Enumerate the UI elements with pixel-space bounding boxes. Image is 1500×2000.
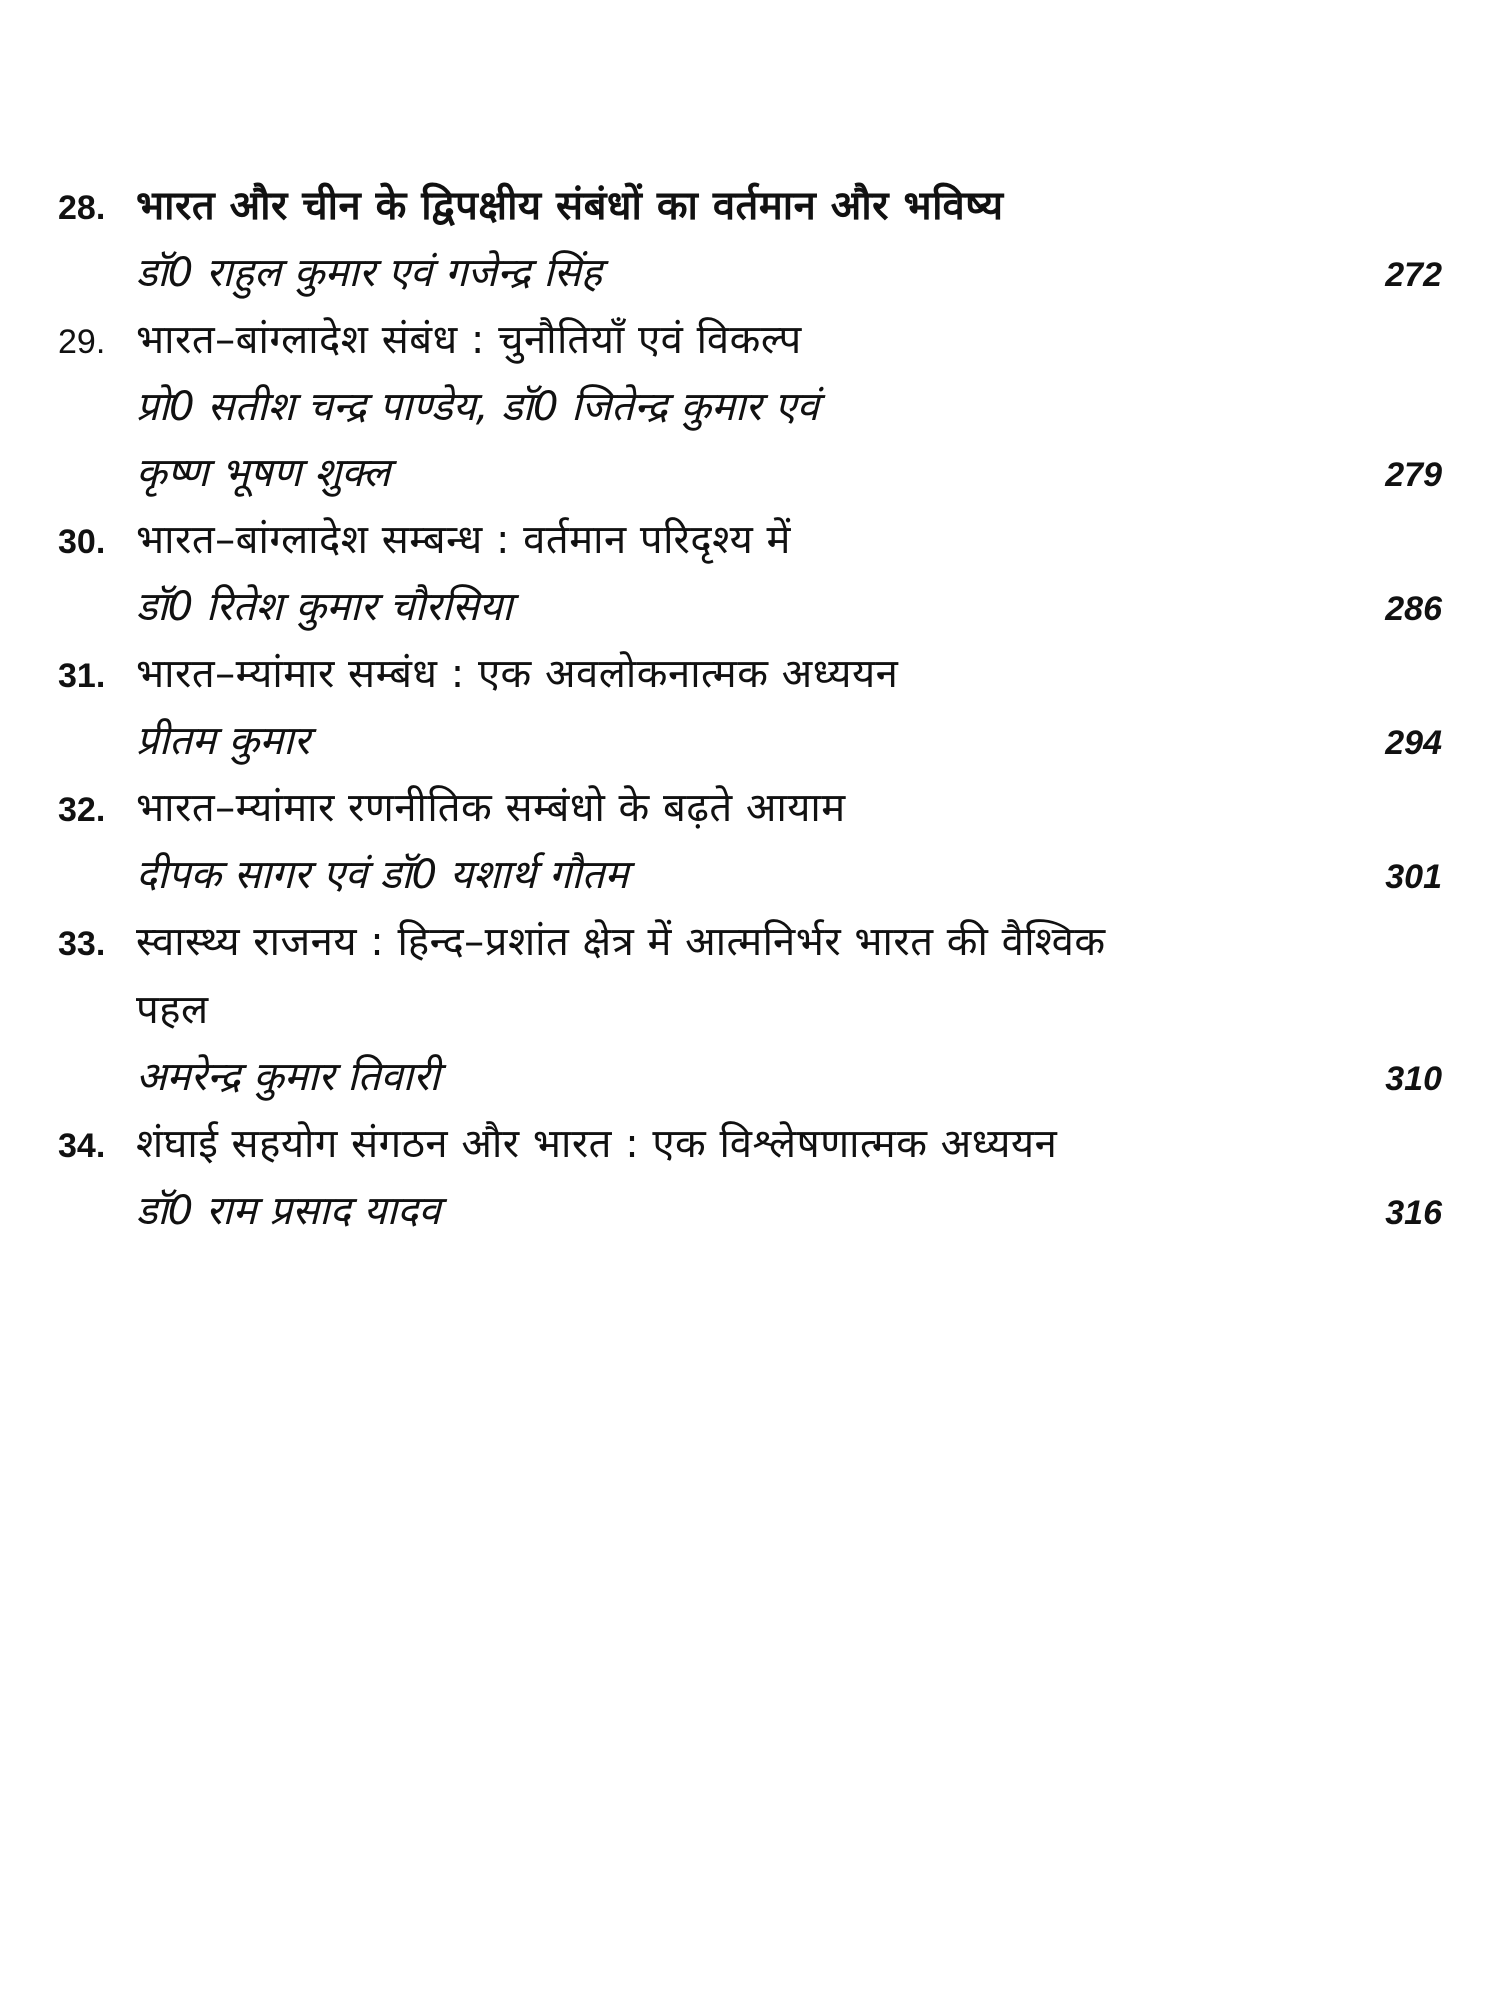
entry-number: 29. bbox=[58, 323, 106, 361]
toc-entry-34 bbox=[58, 1110, 1446, 1244]
toc-entry-28 bbox=[58, 172, 1446, 306]
entry-number: 33. bbox=[58, 925, 106, 963]
entry-number: 31. bbox=[58, 657, 106, 695]
entry-page-number: 316 bbox=[1385, 1194, 1442, 1232]
entry-authors: प्रो0 सतीश चन्द्र पाण्डेय, डॉ0 जितेन्द्र कुमार एवं bbox=[136, 384, 819, 430]
entry-title: भारत–म्यांमार रणनीतिक सम्बंधो के बढ़ते आयाम bbox=[136, 785, 846, 831]
entry-number: 32. bbox=[58, 791, 106, 829]
toc-entry-31 bbox=[58, 640, 1446, 774]
entry-title-continued: पहल bbox=[136, 987, 209, 1033]
toc-entry-30 bbox=[58, 506, 1446, 640]
toc-entry-29 bbox=[58, 306, 1446, 506]
entry-page-number: 294 bbox=[1385, 724, 1442, 762]
entry-page-number: 279 bbox=[1385, 456, 1442, 494]
toc-entry-32 bbox=[58, 774, 1446, 908]
entry-title: स्वास्थ्य राजनय : हिन्द–प्रशांत क्षेत्र में आत्मनिर्भर भारत की वैश्विक bbox=[136, 919, 1106, 965]
entry-title: शंघाई सहयोग संगठन और भारत : एक विश्लेषणात्मक अध्ययन bbox=[136, 1121, 1058, 1167]
entry-page-number: 301 bbox=[1385, 858, 1442, 896]
entry-title: भारत–बांग्लादेश सम्बन्ध : वर्तमान परिदृश्य में bbox=[136, 517, 791, 563]
entry-authors: अमरेन्द्र कुमार तिवारी bbox=[136, 1054, 440, 1100]
entry-authors: डॉ0 रितेश कुमार चौरसिया bbox=[136, 584, 513, 630]
entry-page-number: 310 bbox=[1385, 1060, 1442, 1098]
entry-number: 28. bbox=[58, 189, 106, 227]
entry-number: 30. bbox=[58, 523, 106, 561]
entry-title: भारत और चीन के द्विपक्षीय संबंधों का वर्तमान और भविष्य bbox=[136, 183, 1004, 229]
entry-page-number: 286 bbox=[1385, 590, 1442, 628]
entry-title: भारत–म्यांमार सम्बंध : एक अवलोकनात्मक अध्ययन bbox=[136, 651, 899, 697]
entry-authors-continued: कृष्ण भूषण शुक्ल bbox=[136, 450, 391, 496]
entry-title: भारत–बांग्लादेश संबंध : चुनौतियाँ एवं विकल्प bbox=[136, 317, 802, 363]
toc-entry-33 bbox=[58, 908, 1446, 1110]
entry-authors: प्रीतम कुमार bbox=[136, 718, 310, 764]
entry-authors: डॉ0 राहुल कुमार एवं गजेन्द्र सिंह bbox=[136, 250, 603, 296]
entry-authors: दीपक सागर एवं डॉ0 यशार्थ गौतम bbox=[136, 852, 629, 898]
entry-authors: डॉ0 राम प्रसाद यादव bbox=[136, 1188, 441, 1234]
table-of-contents bbox=[58, 172, 1446, 1244]
entry-number: 34. bbox=[58, 1127, 106, 1165]
entry-page-number: 272 bbox=[1385, 256, 1442, 294]
